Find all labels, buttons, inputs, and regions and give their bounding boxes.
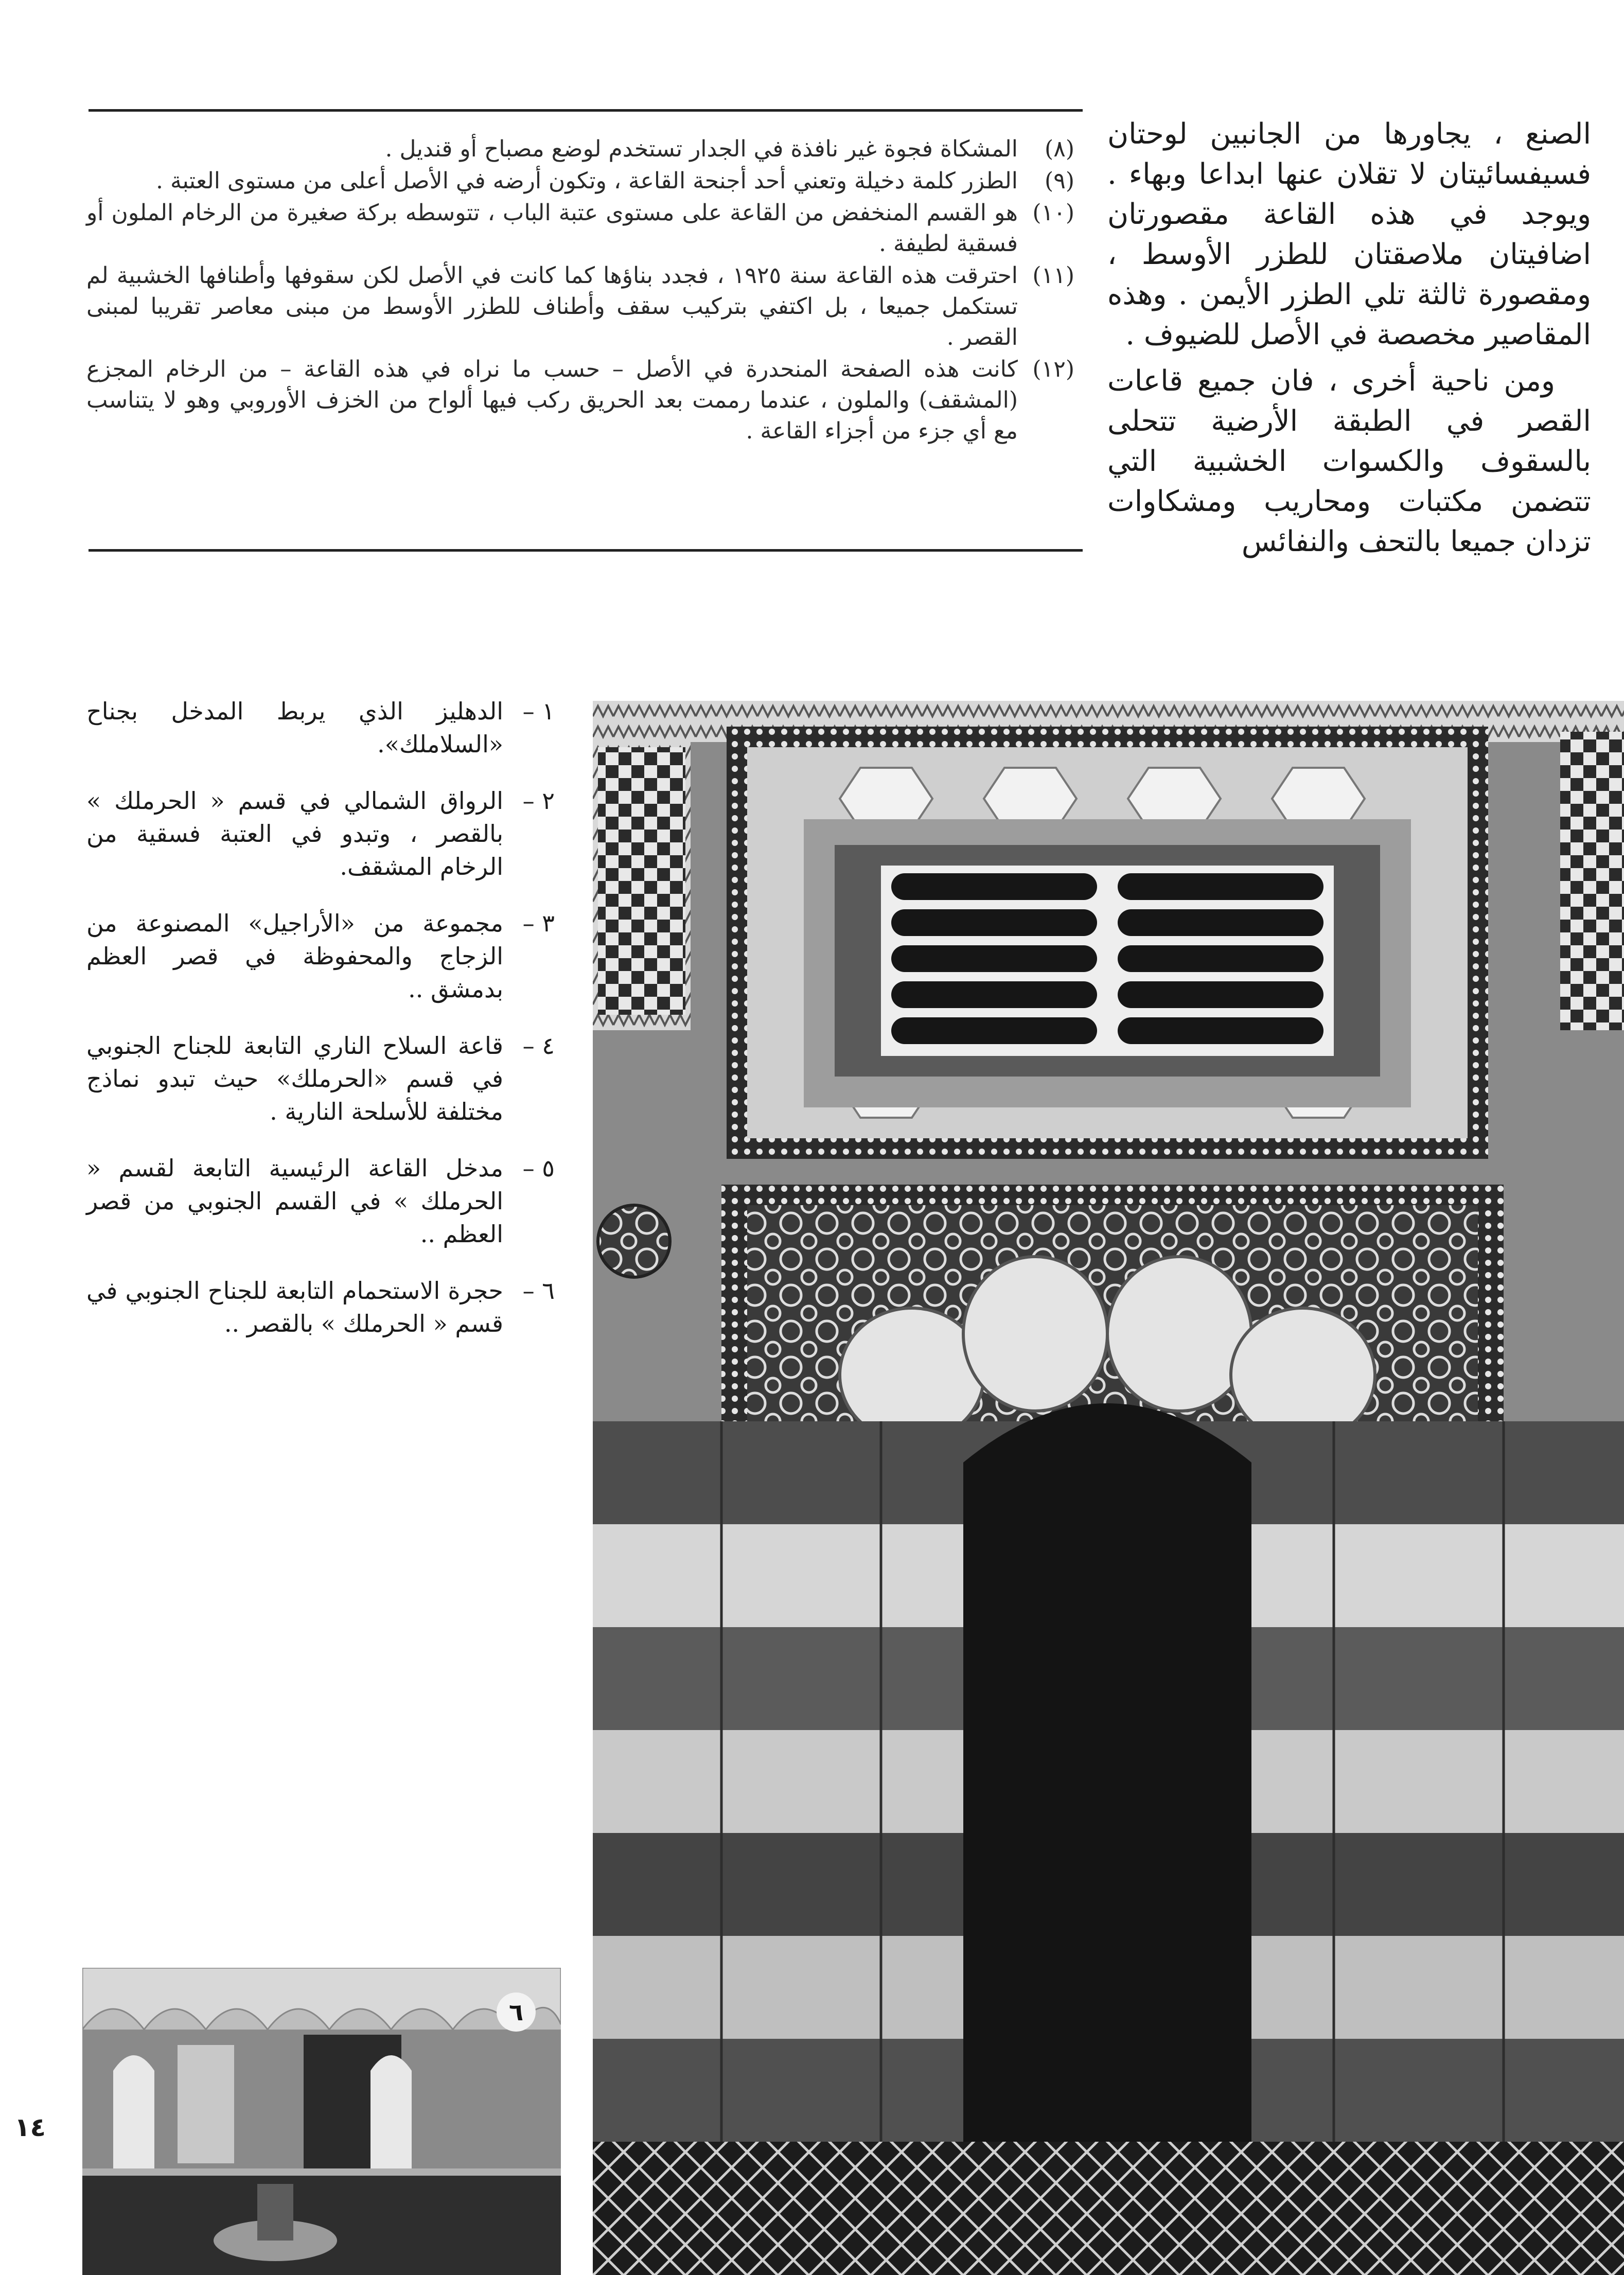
- footnote-number: (١٠): [1032, 200, 1074, 226]
- caption-number: ٥ –: [522, 1154, 555, 1182]
- doorway-photo: [593, 701, 1624, 2275]
- caption-item: [86, 695, 555, 761]
- footnote-number: (١٢): [1032, 356, 1074, 382]
- body-text-column: [1107, 114, 1591, 562]
- caption-text: الرواق الشمالي في قسم « الحرملك » بالقصر ، وتبدو في العتبة فسقية من الرخام المشقف.: [86, 787, 503, 880]
- caption-item: [86, 907, 555, 1006]
- body-paragraph-1: الصنع ، يجاورها من الجانبين لوحتان فسيفسائيتان لا تقلان عنها ابداعا وبهاء . ويوجد في هذه القاعة مقصورتان اضافيتان ملاصقتان للطزر الأوسط ، ومقصورة ثالثة تلي الطزر الأيمن . وهذه المقاصير مخصصة في الأصل للضيوف .: [1107, 117, 1591, 351]
- footnote: [86, 134, 1074, 165]
- caption-text: مجموعة من «الأراجيل» المصنوعة من الزجاج والمحفوظة في قصر العظم بدمشق ..: [86, 909, 503, 1003]
- caption-number: ١ –: [522, 697, 555, 725]
- caption-item: [86, 1152, 555, 1250]
- footnote-text: كانت هذه الصفحة المنحدرة في الأصل – حسب ما نراه في هذه القاعة – من الرخام المجزع (المشقف) والملون ، عندما رممت بعد الحريق ركب فيها ألواح من الخزف الأوروبي وهو لا يتناسب مع أي جزء من أجزاء القاعة .: [86, 356, 1018, 444]
- footnotes-top-rule: [89, 109, 1083, 112]
- footnote: [86, 260, 1074, 353]
- footnote-number: (١١): [1032, 262, 1074, 289]
- caption-item: [86, 1029, 555, 1128]
- footnote: [86, 166, 1074, 197]
- footnote-number: (٩): [1045, 168, 1074, 194]
- photo-captions: [86, 695, 555, 1364]
- caption-number: ٣ –: [522, 909, 555, 937]
- caption-number: ٢ –: [522, 787, 555, 815]
- page-number: ١٤: [14, 2112, 46, 2142]
- caption-number: ٦ –: [522, 1277, 555, 1304]
- footnote-text: الطزر كلمة دخيلة وتعني أحد أجنحة القاعة ، وتكون أرضه في الأصل أعلى من مستوى العتبة .: [155, 168, 1018, 194]
- caption-number: ٤ –: [522, 1032, 555, 1060]
- footnote-text: احترقت هذه القاعة سنة ١٩٢٥ ، فجدد بناؤها كما كانت في الأصل لكن سقوفها وأطنافها الخشبية لم تستكمل جميعا ، بل اكتفي بتركيب سقف وأطناف للطزر الأوسط من مبنى معاصر تقريبا لمبنى القصر .: [86, 262, 1018, 350]
- caption-text: مدخل القاعة الرئيسية التابعة لقسم « الحرملك » في القسم الجنوبي من قصر العظم ..: [86, 1154, 503, 1248]
- footnotes: [86, 134, 1074, 448]
- caption-item: [86, 784, 555, 883]
- caption-item: [86, 1274, 555, 1340]
- bath-chamber-photo: [82, 1968, 561, 2275]
- caption-text: قاعة السلاح الناري التابعة للجناح الجنوبي في قسم «الحرملك» حيث تبدو نماذج مختلفة للأسلحة النارية .: [86, 1032, 503, 1125]
- footnote-text: المشكاة فجوة غير نافذة في الجدار تستخدم لوضع مصباح أو قنديل .: [385, 136, 1018, 162]
- caption-text: الدهليز الذي يربط المدخل بجناح «السلاملك».: [86, 697, 503, 758]
- caption-text: حجرة الاستحمام التابعة للجناح الجنوبي في قسم « الحرملك » بالقصر ..: [86, 1277, 503, 1337]
- photo-number-badge: ٦: [497, 1992, 536, 2032]
- footnote: [86, 198, 1074, 259]
- footnote: [86, 354, 1074, 447]
- footnotes-bottom-rule: [89, 549, 1083, 552]
- footnote-text: هو القسم المنخفض من القاعة على مستوى عتبة الباب ، تتوسطه بركة صغيرة من الرخام الملون أو فسقية لطيفة .: [86, 200, 1018, 257]
- footnote-number: (٨): [1045, 136, 1074, 162]
- body-paragraph-2: ومن ناحية أخرى ، فان جميع قاعات القصر في الطبقة الأرضية تتحلى بالسقوف والكسوات الخشبية التي تتضمن مكتبات ومحاريب ومشكاوات تزدان جميعا بالتحف والنفائس: [1107, 364, 1591, 558]
